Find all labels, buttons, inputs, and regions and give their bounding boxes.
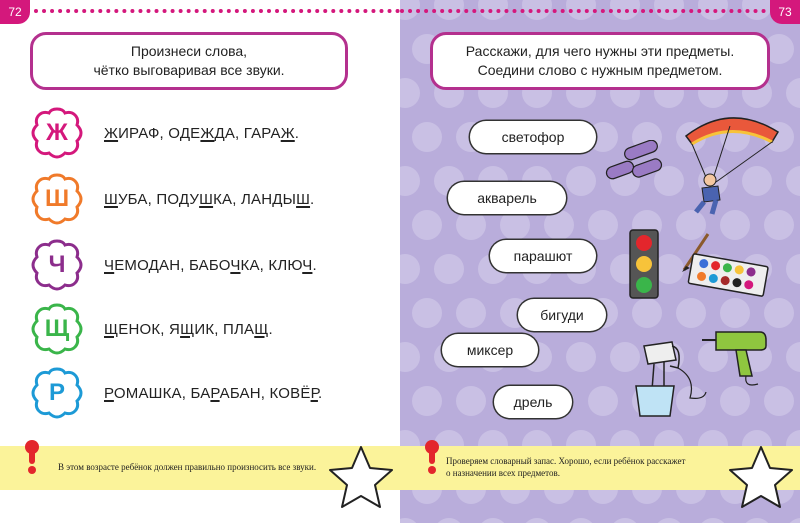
star-icon xyxy=(326,442,396,512)
word-fragment: КА, КЛЮ xyxy=(240,256,303,274)
letter-badge xyxy=(30,238,84,292)
polka-dot xyxy=(720,298,750,328)
word-fragment: . xyxy=(310,190,315,208)
polka-dot xyxy=(522,518,552,523)
polka-dot xyxy=(400,78,420,108)
letter-text: Ч xyxy=(48,251,66,278)
polka-dot xyxy=(412,298,442,328)
tip-line-1: Проверяем словарный запас. Хорошо, если ребёнок расскажет xyxy=(446,456,686,466)
letter-text: Ш xyxy=(44,185,70,212)
word-fragment: АБАН, КОВЁ xyxy=(219,384,311,402)
polka-dot xyxy=(412,386,442,416)
highlighted-sound: Ч xyxy=(230,256,241,274)
highlighted-sound: Ч xyxy=(104,256,115,274)
polka-dot xyxy=(566,518,596,523)
word-list xyxy=(104,257,317,274)
polka-dot xyxy=(400,518,420,523)
paints-icon[interactable] xyxy=(678,232,770,298)
parachute-icon[interactable] xyxy=(682,108,782,220)
word-list xyxy=(104,385,322,402)
curlers-icon[interactable] xyxy=(602,140,668,186)
polka-dot xyxy=(786,78,800,108)
word-list xyxy=(104,191,314,208)
word-list xyxy=(104,125,299,142)
tip-text-left: В этом возрасте ребёнок должен правильно произносить все звуки. xyxy=(58,462,317,472)
word-cloud-parashyut[interactable]: парашют xyxy=(490,240,596,272)
polka-dot xyxy=(588,386,618,416)
polka-dot xyxy=(786,254,800,284)
polka-dot xyxy=(400,166,420,196)
polka-dot xyxy=(400,342,420,372)
instruction-line-2: Соедини слово с нужным предметом. xyxy=(477,62,723,78)
polka-dot xyxy=(434,518,464,523)
highlighted-sound: Р xyxy=(104,384,114,402)
polka-dot xyxy=(698,518,728,523)
highlighted-sound: Ж xyxy=(104,124,119,142)
word-cloud-drel[interactable]: дрель xyxy=(494,386,572,418)
polka-dot xyxy=(456,386,486,416)
instruction-box-right xyxy=(430,32,770,90)
word-fragment: УБА, ПОДУ xyxy=(117,190,200,208)
word-fragment: . xyxy=(312,256,317,274)
highlighted-sound: Р xyxy=(310,384,318,402)
word-list xyxy=(104,321,273,338)
letter-badge xyxy=(30,366,84,420)
instruction-line-2: чётко выговаривая все звуки. xyxy=(93,62,285,78)
highlighted-sound: Ш xyxy=(104,190,118,208)
polka-dot xyxy=(400,254,420,284)
letter-text: Щ xyxy=(44,315,70,342)
letter-badge xyxy=(30,106,84,160)
polka-dot xyxy=(544,210,574,240)
polka-dot xyxy=(500,210,530,240)
page-number-right: 73 xyxy=(770,0,800,24)
right-page xyxy=(400,0,800,523)
polka-dot xyxy=(786,518,800,523)
polka-dot xyxy=(412,122,442,152)
traffic-light-icon[interactable] xyxy=(628,228,660,300)
letter-row xyxy=(30,366,322,420)
highlighted-sound: Ч xyxy=(302,256,313,274)
highlighted-sound: Ж xyxy=(280,124,295,142)
tip-line-2: о назначении всех предметов. xyxy=(446,468,560,478)
word-fragment: . xyxy=(268,320,273,338)
star-icon xyxy=(726,442,796,512)
polka-dot xyxy=(654,518,684,523)
top-dotted-border xyxy=(34,9,400,15)
exclamation-icon xyxy=(422,438,442,478)
highlighted-sound: Ш xyxy=(296,190,311,208)
polka-dot xyxy=(742,518,772,523)
letter-row xyxy=(30,238,317,292)
highlighted-sound: Р xyxy=(210,384,220,402)
page-number-left: 72 xyxy=(0,0,30,24)
word-fragment: ИРАФ, ОДЕ xyxy=(118,124,201,142)
letter-text: Р xyxy=(48,379,65,406)
top-dotted-border-right xyxy=(400,9,766,15)
word-cloud-bigudi[interactable]: бигуди xyxy=(518,299,606,331)
polka-dot xyxy=(478,518,508,523)
polka-dot xyxy=(412,210,442,240)
polka-dot xyxy=(786,166,800,196)
polka-dot xyxy=(632,298,662,328)
word-fragment: ДА, ГАРА xyxy=(214,124,281,142)
word-fragment: ЕНОК, Я xyxy=(118,320,181,338)
instruction-line-1: Произнеси слова, xyxy=(130,43,248,59)
polka-dot xyxy=(566,166,596,196)
polka-dot xyxy=(566,342,596,372)
word-fragment: . xyxy=(294,124,300,142)
letter-badge xyxy=(30,302,84,356)
letter-row xyxy=(30,106,299,160)
word-fragment: КА, ЛАНДЫ xyxy=(213,190,297,208)
word-cloud-svetofor[interactable]: светофор xyxy=(470,121,596,153)
instruction-box-left xyxy=(30,32,348,90)
drill-icon[interactable] xyxy=(700,326,770,392)
highlighted-sound: Щ xyxy=(254,320,269,338)
polka-dot xyxy=(434,254,464,284)
letter-row xyxy=(30,302,273,356)
polka-dot xyxy=(588,210,618,240)
polka-dot xyxy=(764,298,794,328)
word-cloud-mikser[interactable]: миксер xyxy=(442,334,538,366)
highlighted-sound: Ш xyxy=(199,190,214,208)
word-fragment: ЕМОДАН, БАБО xyxy=(114,256,231,274)
word-cloud-akvarel[interactable]: акварель xyxy=(448,182,566,214)
polka-dot xyxy=(456,210,486,240)
highlighted-sound: Щ xyxy=(104,320,119,338)
word-fragment: . xyxy=(317,384,323,402)
polka-dot xyxy=(676,298,706,328)
highlighted-sound: Щ xyxy=(180,320,195,338)
word-fragment: ОМАШКА, БА xyxy=(113,384,211,402)
exclamation-icon xyxy=(22,438,42,478)
polka-dot xyxy=(786,342,800,372)
instruction-line-1: Расскажи, для чего нужны эти предметы. xyxy=(465,43,735,59)
letter-row xyxy=(30,172,314,226)
highlighted-sound: Ж xyxy=(200,124,215,142)
word-fragment: ИК, ПЛА xyxy=(194,320,255,338)
polka-dot xyxy=(610,518,640,523)
letter-text: Ж xyxy=(46,119,68,146)
polka-dot xyxy=(456,298,486,328)
letter-badge xyxy=(30,172,84,226)
tip-text-right xyxy=(446,455,746,479)
